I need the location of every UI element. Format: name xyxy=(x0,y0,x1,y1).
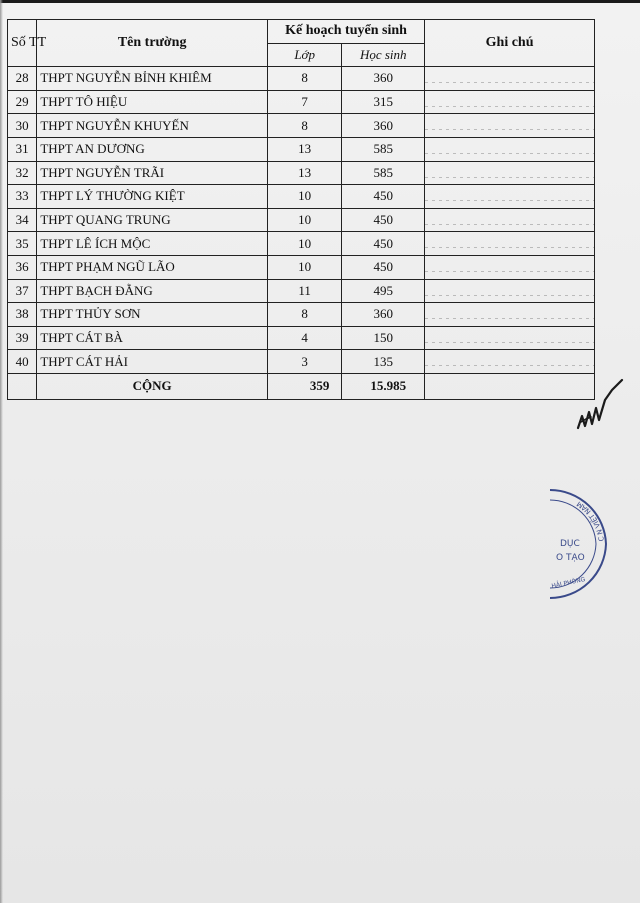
svg-text:DỤC: DỤC xyxy=(560,539,580,549)
row-school-name: THPT NGUYỄN BỈNH KHIÊM xyxy=(37,67,268,91)
row-stt: 29 xyxy=(8,90,37,114)
table-row xyxy=(8,114,595,138)
row-students: 450 xyxy=(342,208,425,232)
row-note xyxy=(425,279,595,303)
table-row xyxy=(8,255,595,279)
row-note xyxy=(425,114,595,138)
row-classes: 8 xyxy=(267,303,341,327)
row-stt: 40 xyxy=(8,350,37,374)
row-note xyxy=(425,208,595,232)
row-stt: 28 xyxy=(8,67,37,91)
total-students: 15.985 xyxy=(342,373,425,399)
enrollment-plan-table xyxy=(7,19,595,400)
row-school-name: THPT THỦY SƠN xyxy=(37,303,268,327)
row-classes: 4 xyxy=(267,326,341,350)
table-row xyxy=(8,232,595,256)
signature-mark xyxy=(572,378,628,434)
official-seal xyxy=(542,488,608,600)
table-row xyxy=(8,185,595,209)
row-classes: 13 xyxy=(267,137,341,161)
row-stt: 36 xyxy=(8,255,37,279)
row-classes: 7 xyxy=(267,90,341,114)
row-school-name: THPT TÔ HIỆU xyxy=(37,90,268,114)
row-classes: 8 xyxy=(267,67,341,91)
row-school-name: THPT CÁT HẢI xyxy=(37,350,268,374)
row-students: 585 xyxy=(342,137,425,161)
row-classes: 10 xyxy=(267,255,341,279)
row-school-name: THPT LÝ THƯỜNG KIỆT xyxy=(37,185,268,209)
total-label: CỘNG xyxy=(37,373,268,399)
row-students: 360 xyxy=(342,67,425,91)
table-row xyxy=(8,279,595,303)
row-stt: 31 xyxy=(8,137,37,161)
row-school-name: THPT QUANG TRUNG xyxy=(37,208,268,232)
table-total-row xyxy=(8,373,595,399)
table-row xyxy=(8,161,595,185)
table-row xyxy=(8,326,595,350)
row-note xyxy=(425,350,595,374)
row-students: 150 xyxy=(342,326,425,350)
table-header-row xyxy=(8,20,595,44)
row-note xyxy=(425,90,595,114)
header-note: Ghi chú xyxy=(425,20,595,67)
row-students: 135 xyxy=(342,350,425,374)
row-stt: 34 xyxy=(8,208,37,232)
row-stt: 33 xyxy=(8,185,37,209)
svg-text:C N VIỆT NAM: C N VIỆT NAM xyxy=(575,499,606,542)
row-classes: 10 xyxy=(267,185,341,209)
row-school-name: THPT NGUYỄN KHUYẾN xyxy=(37,114,268,138)
total-classes: 359 xyxy=(267,373,341,399)
header-classes: Lớp xyxy=(267,43,341,67)
row-school-name: THPT AN DƯƠNG xyxy=(37,137,268,161)
row-note xyxy=(425,232,595,256)
row-students: 450 xyxy=(342,232,425,256)
row-school-name: THPT NGUYỄN TRÃI xyxy=(37,161,268,185)
row-stt: 32 xyxy=(8,161,37,185)
row-students: 450 xyxy=(342,255,425,279)
svg-text:HẢI PHÒNG: HẢI PHÒNG xyxy=(550,575,586,590)
row-classes: 3 xyxy=(267,350,341,374)
row-note xyxy=(425,185,595,209)
table-body xyxy=(8,67,595,374)
page-top-edge xyxy=(0,0,640,3)
row-stt: 37 xyxy=(8,279,37,303)
row-classes: 13 xyxy=(267,161,341,185)
header-school-name: Tên trường xyxy=(37,20,268,67)
row-school-name: THPT PHẠM NGŨ LÃO xyxy=(37,255,268,279)
header-students: Học sinh xyxy=(342,43,425,67)
table-row xyxy=(8,208,595,232)
table-row xyxy=(8,67,595,91)
row-stt: 39 xyxy=(8,326,37,350)
row-students: 450 xyxy=(342,185,425,209)
header-stt: Số TT xyxy=(8,20,37,67)
row-school-name: THPT CÁT BÀ xyxy=(37,326,268,350)
row-note xyxy=(425,137,595,161)
row-classes: 10 xyxy=(267,208,341,232)
table-row xyxy=(8,303,595,327)
svg-text:O TẠO: O TẠO xyxy=(556,553,585,563)
table-row xyxy=(8,350,595,374)
row-note xyxy=(425,303,595,327)
row-stt: 38 xyxy=(8,303,37,327)
row-note xyxy=(425,326,595,350)
total-stt-cell xyxy=(8,373,37,399)
row-students: 360 xyxy=(342,303,425,327)
row-school-name: THPT BẠCH ĐẰNG xyxy=(37,279,268,303)
row-students: 585 xyxy=(342,161,425,185)
header-enrollment-plan: Kế hoạch tuyển sinh xyxy=(267,20,424,44)
table-row xyxy=(8,90,595,114)
page-left-edge xyxy=(0,0,3,903)
row-classes: 10 xyxy=(267,232,341,256)
row-classes: 11 xyxy=(267,279,341,303)
row-note xyxy=(425,255,595,279)
row-classes: 8 xyxy=(267,114,341,138)
row-school-name: THPT LÊ ÍCH MỘC xyxy=(37,232,268,256)
row-stt: 35 xyxy=(8,232,37,256)
row-students: 315 xyxy=(342,90,425,114)
row-note xyxy=(425,67,595,91)
row-note xyxy=(425,161,595,185)
row-students: 360 xyxy=(342,114,425,138)
total-note-cell xyxy=(425,373,595,399)
row-students: 495 xyxy=(342,279,425,303)
table-row xyxy=(8,137,595,161)
row-stt: 30 xyxy=(8,114,37,138)
